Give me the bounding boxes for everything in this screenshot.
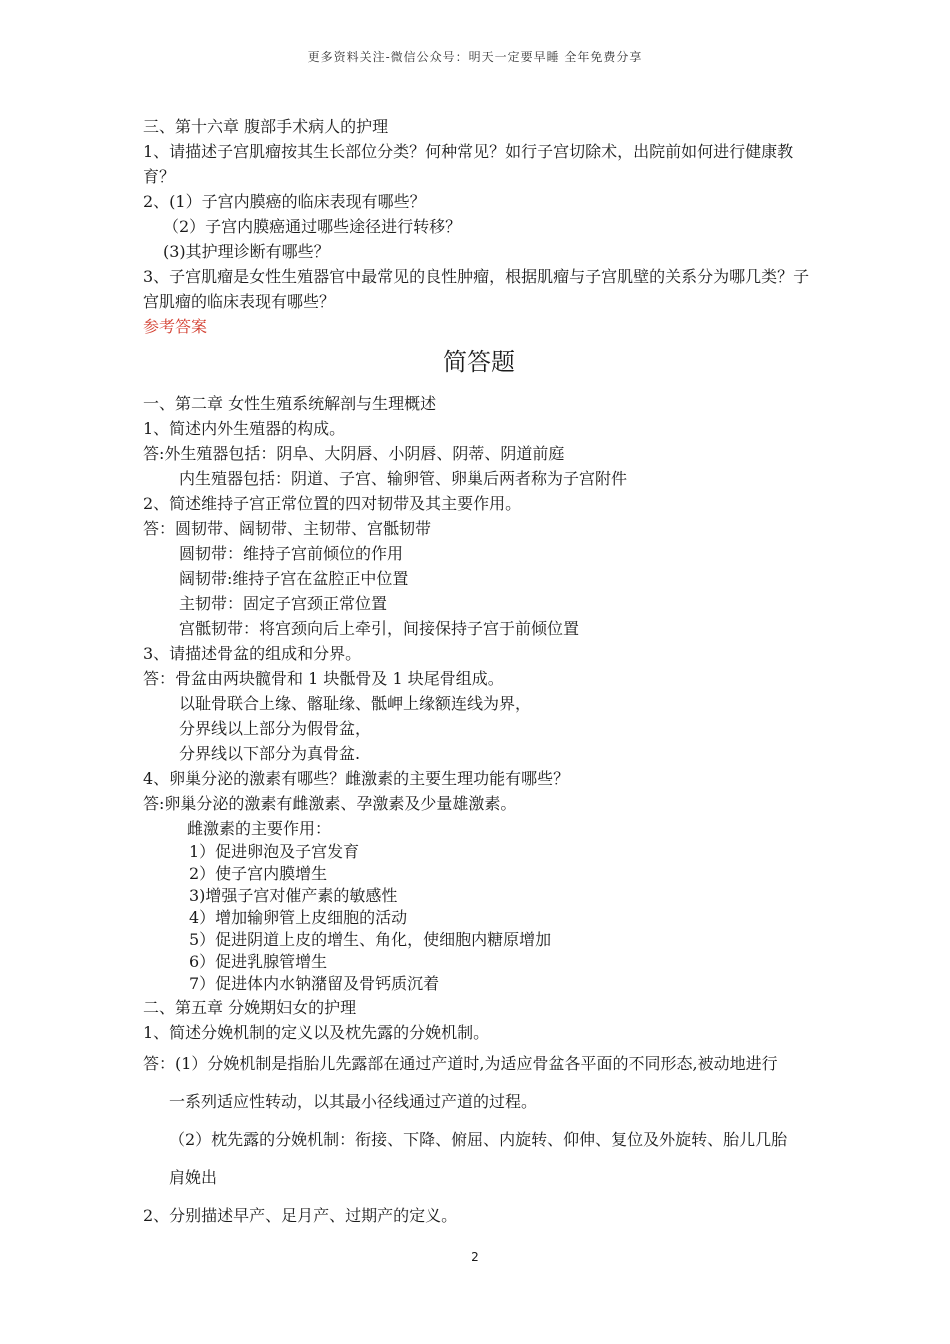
ch2-answer-3-line-4: 分界线以下部分为真骨盆. [179, 744, 361, 763]
estrogen-function-item: 3)增强子宫对催产素的敏感性 [189, 886, 398, 905]
ch2-answer-2-line-5: 宫骶韧带：将宫颈向后上牵引，间接保持子宫于前倾位置 [179, 619, 580, 638]
reference-answer-label: 参考答案 [143, 317, 208, 336]
ch5-answer-1-line-4: 肩娩出 [169, 1168, 218, 1187]
section-heading-ch2: 一、第二章 女性生殖系统解剖与生理概述 [143, 394, 437, 413]
question-2b: （2）子宫内膜癌通过哪些途径进行转移？ [163, 217, 462, 236]
ch2-answer-3-line-2: 以耻骨联合上缘、髂耻缘、骶岬上缘额连线为界， [179, 694, 532, 713]
page-content [143, 114, 815, 1235]
estrogen-function-item: 2）使子宫内膜增生 [189, 864, 328, 883]
ch2-question-1: 1、简述内外生殖器的构成。 [143, 419, 346, 438]
section-heading-ch16: 三、第十六章 腹部手术病人的护理 [143, 117, 389, 136]
page-title: 简答题 [443, 348, 515, 376]
estrogen-function-item: 1）促进卵泡及子宫发育 [189, 842, 360, 861]
estrogen-function-item: 4）增加输卵管上皮细胞的活动 [189, 908, 408, 927]
ch2-answer-2-line-2: 圆韧带：维持子宫前倾位的作用 [179, 544, 404, 563]
ch2-answer-4-line-1: 答:卵巢分泌的激素有雌激素、孕激素及少量雄激素。 [143, 794, 517, 813]
ch2-question-4: 4、卵巢分泌的激素有哪些？雌激素的主要生理功能有哪些？ [143, 769, 570, 788]
section-heading-ch5: 二、第五章 分娩期妇女的护理 [143, 998, 357, 1017]
question-2a: 2、(1）子宫内膜癌的临床表现有哪些？ [143, 192, 426, 211]
question-3: 3、子宫肌瘤是女性生殖器官中最常见的良性肿瘤，根据肌瘤与子宫肌壁的关系分为哪几类？子宫肌瘤的临床表现有哪些？ [143, 267, 810, 311]
ch2-answer-1-line-1: 答:外生殖器包括：阴阜、大阴唇、小阴唇、阴蒂、阴道前庭 [143, 444, 565, 463]
question-2c: (3)其护理诊断有哪些？ [163, 242, 330, 261]
ch5-answer-1-line-1: 答：(1）分娩机制是指胎儿先露部在通过产道时,为适应骨盆各平面的不同形态,被动地进行 [143, 1054, 778, 1073]
estrogen-function-item: 5）促进阴道上皮的增生、角化，使细胞内糖原增加 [189, 930, 552, 949]
ch2-answer-2-line-4: 主韧带：固定子宫颈正常位置 [179, 594, 388, 613]
ch2-question-2: 2、简述维持子宫正常位置的四对韧带及其主要作用。 [143, 494, 522, 513]
estrogen-function-item: 7）促进体内水钠潴留及骨钙质沉着 [189, 974, 440, 993]
ch5-answer-1-line-3: （2）枕先露的分娩机制：衔接、下降、俯屈、内旋转、仰伸、复位及外旋转、胎儿几胎 [169, 1130, 788, 1149]
page-header: 更多资料关注-微信公众号：明天一定要早睡 全年免费分享 [307, 50, 643, 64]
ch2-answer-2-line-1: 答：圆韧带、阔韧带、主韧带、宫骶韧带 [143, 519, 432, 538]
ch2-answer-3-line-1: 答：骨盆由两块髋骨和 1 块骶骨及 1 块尾骨组成。 [143, 669, 504, 688]
ch2-answer-1-line-2: 内生殖器包括：阴道、子宫、输卵管、卵巢后两者称为子宫附件 [179, 469, 628, 488]
ch5-question-1: 1、简述分娩机制的定义以及枕先露的分娩机制。 [143, 1023, 490, 1042]
question-1: 1、请描述子宫肌瘤按其生长部位分类？何种常见？如行子宫切除术，出院前如何进行健康教育？ [143, 142, 794, 186]
ch2-answer-4-line-2: 雌激素的主要作用： [187, 819, 332, 838]
ch2-question-3: 3、请描述骨盆的组成和分界。 [143, 644, 362, 663]
estrogen-function-item: 6）促进乳腺管增生 [189, 952, 328, 971]
ch2-answer-3-line-3: 分界线以上部分为假骨盆， [179, 719, 372, 738]
ch5-question-2: 2、分别描述早产、足月产、过期产的定义。 [143, 1206, 458, 1225]
ch5-answer-1-line-2: 一系列适应性转动，以其最小径线通过产道的过程。 [169, 1092, 538, 1111]
page-number: 2 [471, 1250, 479, 1264]
ch2-answer-2-line-3: 阔韧带:维持子宫在盆腔正中位置 [179, 569, 409, 588]
